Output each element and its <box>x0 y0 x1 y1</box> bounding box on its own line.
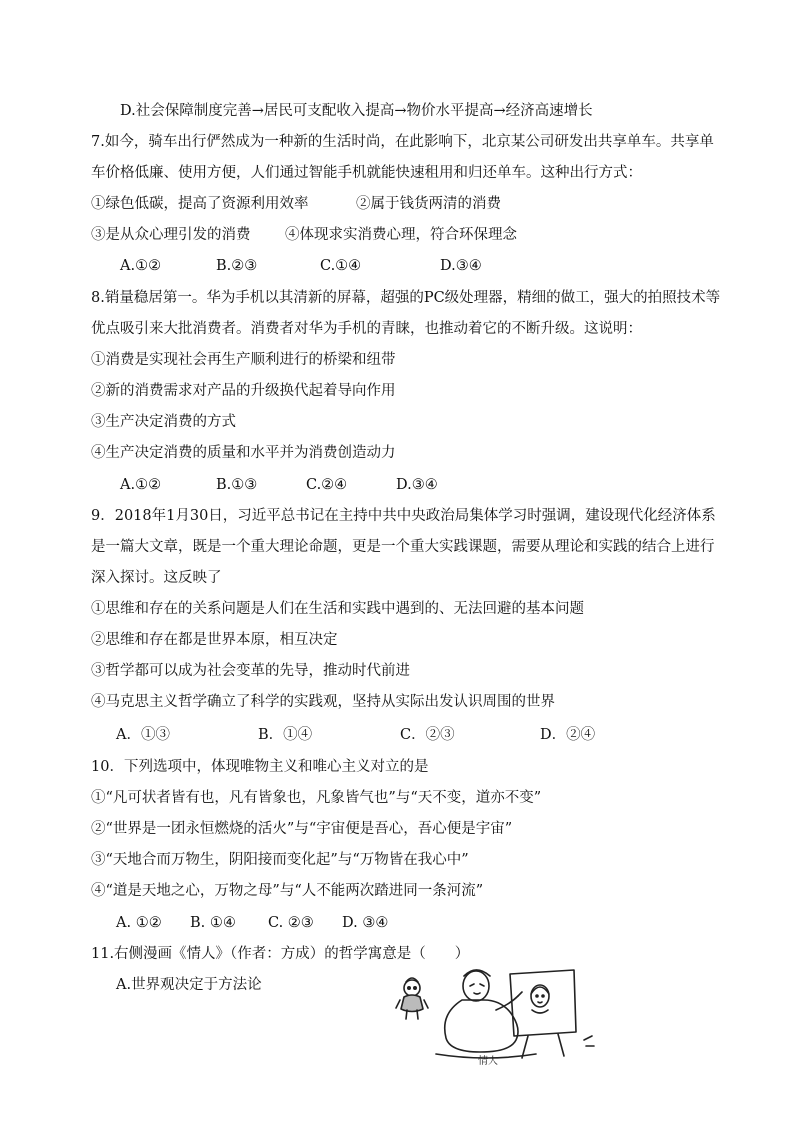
q7-option-c: C.①④ <box>320 258 362 274</box>
q9-statement-1: ①思维和存在的关系问题是人们在生活和实践中遇到的、无法回避的基本问题 <box>91 601 584 617</box>
q10-statement-3: ③“天地合而万物生，阴阳接而变化起”与“万物皆在我心中” <box>91 852 469 868</box>
q9-stem-line2: 是一篇大文章，既是一个重大理论命题，更是一个重大实践课题，需要从理论和实践的结合上进行 <box>91 539 715 555</box>
q10-statement-2: ②“世界是一团永恒燃烧的活火”与“宇宙便是吾心，吾心便是宇宙” <box>91 821 513 837</box>
q10-stem: 10．下列选项中，体现唯物主义和唯心主义对立的是 <box>91 759 429 775</box>
q7-statement-4: ④体现求实消费心理，符合环保理念 <box>285 227 517 243</box>
q10-statement-4: ④“道是天地之心，万物之母”与“人不能两次踏进同一条河流” <box>91 883 484 899</box>
q8-statement-3: ③生产决定消费的方式 <box>91 414 236 430</box>
q7-stem-line1: 7.如今，骑车出行俨然成为一种新的生活时尚，在此影响下，北京某公司研发出共享单车。共享单 <box>91 134 714 150</box>
q8-option-b: B.①③ <box>216 477 258 493</box>
q7-option-a: A.①② <box>120 258 162 274</box>
q9-option-b: B．①④ <box>258 727 313 743</box>
q9-stem-line3: 深入探讨。这反映了 <box>91 570 222 586</box>
q10-statement-1: ①“凡可状者皆有也，凡有皆象也，凡象皆气也”与“天不变，道亦不变” <box>91 790 542 806</box>
q9-statement-3: ③哲学都可以成为社会变革的先导，推动时代前进 <box>91 663 410 679</box>
q7-option-b: B.②③ <box>216 258 258 274</box>
q10-option-d: D. ③④ <box>342 915 389 931</box>
q7-statement-3: ③是从众心理引发的消费 <box>91 227 251 243</box>
q6-option-d: D.社会保障制度完善→居民可支配收入提高→物价水平提高→经济高速增长 <box>120 103 593 119</box>
q8-statement-2: ②新的消费需求对产品的升级换代起着导向作用 <box>91 383 396 399</box>
q9-option-a: A．①③ <box>116 727 170 743</box>
q8-statement-1: ①消费是实现社会再生产顺利进行的桥梁和纽带 <box>91 352 396 368</box>
q9-stem-line1: 9．2018年1月30日，习近平总书记在主持中共中央政治局集体学习时强调，建设现代化经济体系 <box>91 508 716 524</box>
q7-statement-1: ①绿色低碳，提高了资源利用效率 <box>91 196 309 212</box>
q7-statement-2: ②属于钱货两清的消费 <box>356 196 501 212</box>
q10-option-c: C. ②③ <box>268 915 314 931</box>
q8-option-d: D.③④ <box>396 477 438 493</box>
q9-statement-4: ④马克思主义哲学确立了科学的实践观，坚持从实际出发认识周围的世界 <box>91 694 555 710</box>
q7-stem-line2: 车价格低廉、使用方便，人们通过智能手机就能快速租用和归还单车。这种出行方式： <box>91 165 642 181</box>
q11-stem: 11.右侧漫画《情人》（作者：方成）的哲学寓意是（ ） <box>91 946 470 962</box>
q8-stem-line2: 优点吸引来大批消费者。消费者对华为手机的青睐，也推动着它的不断升级。这说明： <box>91 321 642 337</box>
q11-option-a: A.世界观决定于方法论 <box>116 977 262 993</box>
q9-statement-2: ②思维和存在都是世界本原，相互决定 <box>91 632 338 648</box>
cartoon-caption: 情人 <box>478 1056 498 1066</box>
q7-option-d: D.③④ <box>440 258 482 274</box>
q8-option-c: C.②④ <box>306 477 348 493</box>
q8-statement-4: ④生产决定消费的质量和水平并为消费创造动力 <box>91 445 396 461</box>
q9-option-d: D．②④ <box>540 727 596 743</box>
q10-option-a: A. ①② <box>116 915 162 931</box>
q8-option-a: A.①② <box>120 477 162 493</box>
q9-option-c: C．②③ <box>400 727 455 743</box>
q8-stem-line1: 8.销量稳居第一。华为手机以其清新的屏幕，超强的PC级处理器，精细的做工，强大的拍照技术等 <box>91 290 721 306</box>
q10-option-b: B. ①④ <box>190 915 236 931</box>
cartoon-lover-illustration <box>388 966 598 1066</box>
